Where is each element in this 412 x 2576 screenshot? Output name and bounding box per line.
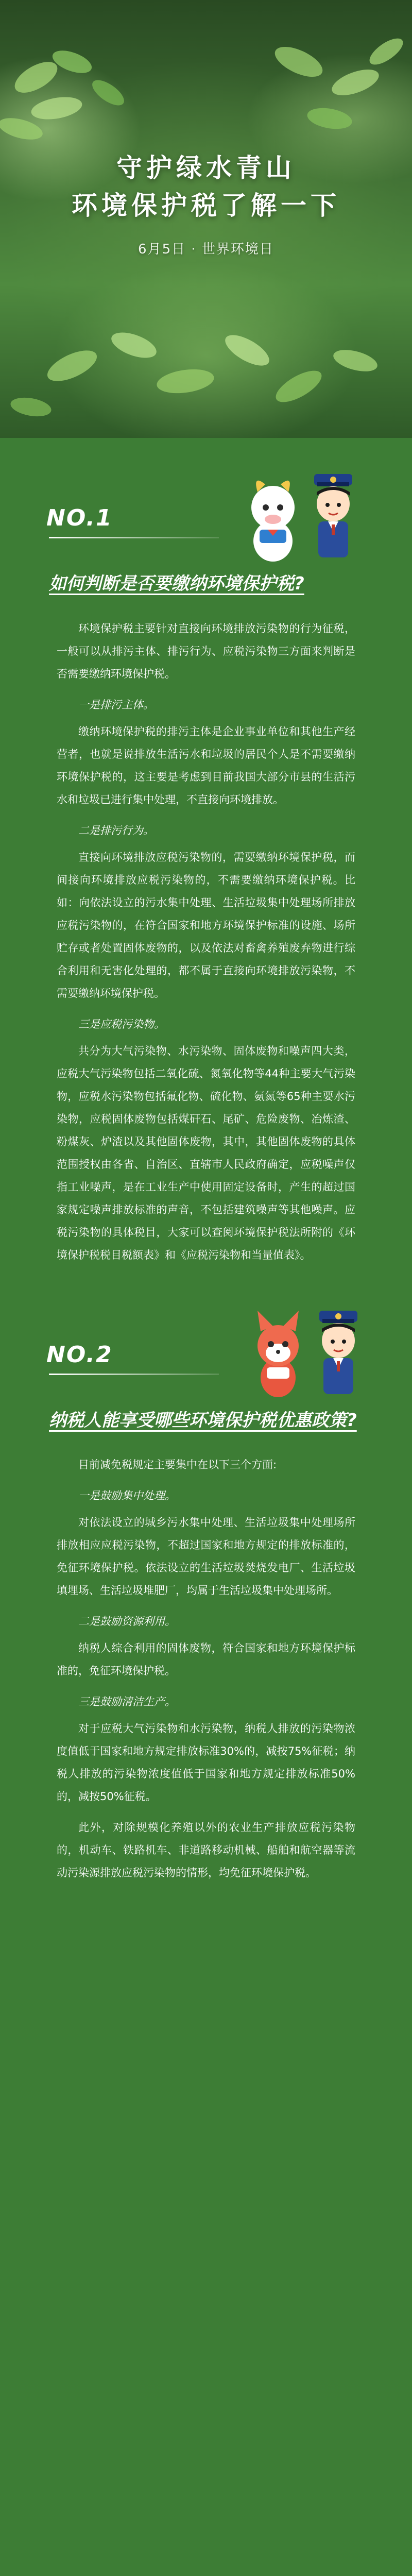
section-1-intro: 环境保护税主要针对直接向环境排放污染物的行为征税，一般可以从排污主体、排污行为、应税污染物三方面来判断是否需要缴纳环境保护税。 [57, 622, 355, 680]
section-2-text-1: 对依法设立的城乡污水集中处理、生活垃圾集中处理场所排放相应应税污染物，不超过国家和地方规定的排放标准的，免征环境保护税。依法设立的生活垃圾焚烧发电厂、生活垃圾填埋场、生活垃圾堆肥厂，均属于生活垃圾集中处理场所。 [57, 1516, 355, 1597]
hero-banner [0, 0, 412, 438]
section-spacer [0, 1275, 412, 1300]
section-1-question: 如何判断是否要缴纳环境保护税? [49, 573, 304, 594]
section-2-underline [49, 1374, 219, 1375]
section-1-subhead-2: 二是排污行为。 [78, 824, 154, 837]
hero-title-line-2: 环境保护税了解一下 [72, 190, 340, 221]
hero-title-block [0, 149, 412, 258]
section-2-intro: 目前减免税规定主要集中在以下三个方面: [78, 1459, 277, 1471]
section-2-subhead-3: 三是鼓励清洁生产。 [78, 1696, 176, 1708]
mascot-fox-and-officer-illustration [242, 1300, 376, 1403]
section-2-number: NO.2 [46, 1341, 113, 1368]
leaf-cluster-top-left [0, 31, 165, 165]
section-1 [0, 464, 412, 1266]
hero-subtitle: 6月5日 · 世界环境日 [138, 242, 274, 257]
content-area [0, 464, 412, 1892]
section-1-text-3: 共分为大气污染物、水污染物、固体废物和噪声四大类，应税大气污染物包括二氧化硫、氮氧化物等44种主要大气污染物，应税水污染物包括氟化物、硫化物、氨氮等65种主要水污染物，应税固体废物包括煤矸石、尾矿、危险废物、冶炼渣、粉煤灰、炉渣以及其他固体废物，其中，其他固体废物的具体范围授权由各省、自治区、直辖市人民政府确定，应税噪声仅指工业噪声，是在工业生产中使用固定设备时，产生的超过国家规定噪声排放标准的声音，不包括建筑噪声等其他噪声。应税污染物的具体税目，大家可以查阅环境保护税法所附的《环境保护税税目税额表》和《应税污染物和当量值表》。 [57, 1044, 355, 1261]
section-1-body [57, 617, 355, 1266]
section-2-body [57, 1453, 355, 1884]
mascot-goat-and-officer-illustration [237, 464, 371, 567]
section-1-underline [49, 537, 219, 538]
section-2-subhead-1: 一是鼓励集中处理。 [78, 1489, 176, 1502]
leaf-cluster-bottom [0, 304, 412, 438]
section-1-subhead-3: 三是应税污染物。 [78, 1018, 165, 1030]
section-2-text-2: 纳税人综合利用的固体废物，符合国家和地方环境保护标准的，免征环境保护税。 [57, 1642, 355, 1677]
section-2-question: 纳税人能享受哪些环境保护税优惠政策? [49, 1410, 357, 1431]
section-2-header [0, 1300, 412, 1403]
section-2-text-3: 对于应税大气污染物和水污染物，纳税人排放的污染物浓度值低于国家和地方规定排放标准30%的，减按75%征税；纳税人排放的污染物浓度值低于国家和地方规定排放标准50%的，减按50%征税。 [57, 1722, 355, 1803]
section-1-text-2: 直接向环境排放应税污染物的，需要缴纳环境保护税，而间接向环境排放应税污染物的，不需要缴纳环境保护税。比如：向依法设立的污水集中处理、生活垃圾集中处理场所排放应税污染物的，在符合国家和地方环境保护标准的设施、场所贮存或者处置固体废物的，以及依法对畜禽养殖废弃物进行综合利用和无害化处理的，都不属于直接向环境排放污染物，不需要缴纳环境保护税。 [57, 851, 355, 999]
section-2 [0, 1300, 412, 1885]
section-2-text-extra: 此外，对除规模化养殖以外的农业生产排放应税污染物的，机动车、铁路机车、非道路移动机械、船舶和航空器等流动污染源排放应税污染物的情形，均免征环境保护税。 [57, 1821, 355, 1879]
section-1-subhead-1: 一是排污主体。 [78, 698, 154, 711]
section-1-header [0, 464, 412, 567]
section-2-subhead-2: 二是鼓励资源利用。 [78, 1615, 176, 1628]
hero-title-line-1: 守护绿水青山 [116, 152, 296, 183]
leaf-cluster-top-right [237, 21, 412, 165]
section-1-number: NO.1 [46, 505, 113, 531]
section-1-text-1: 缴纳环境保护税的排污主体是企业事业单位和其他生产经营者，也就是说排放生活污水和垃圾的居民个人是不需要缴纳环境保护税的，这主要是考虑到目前我国大部分市县的生活污水和垃圾已进行集中处理，不直接向环境排放。 [57, 725, 355, 806]
